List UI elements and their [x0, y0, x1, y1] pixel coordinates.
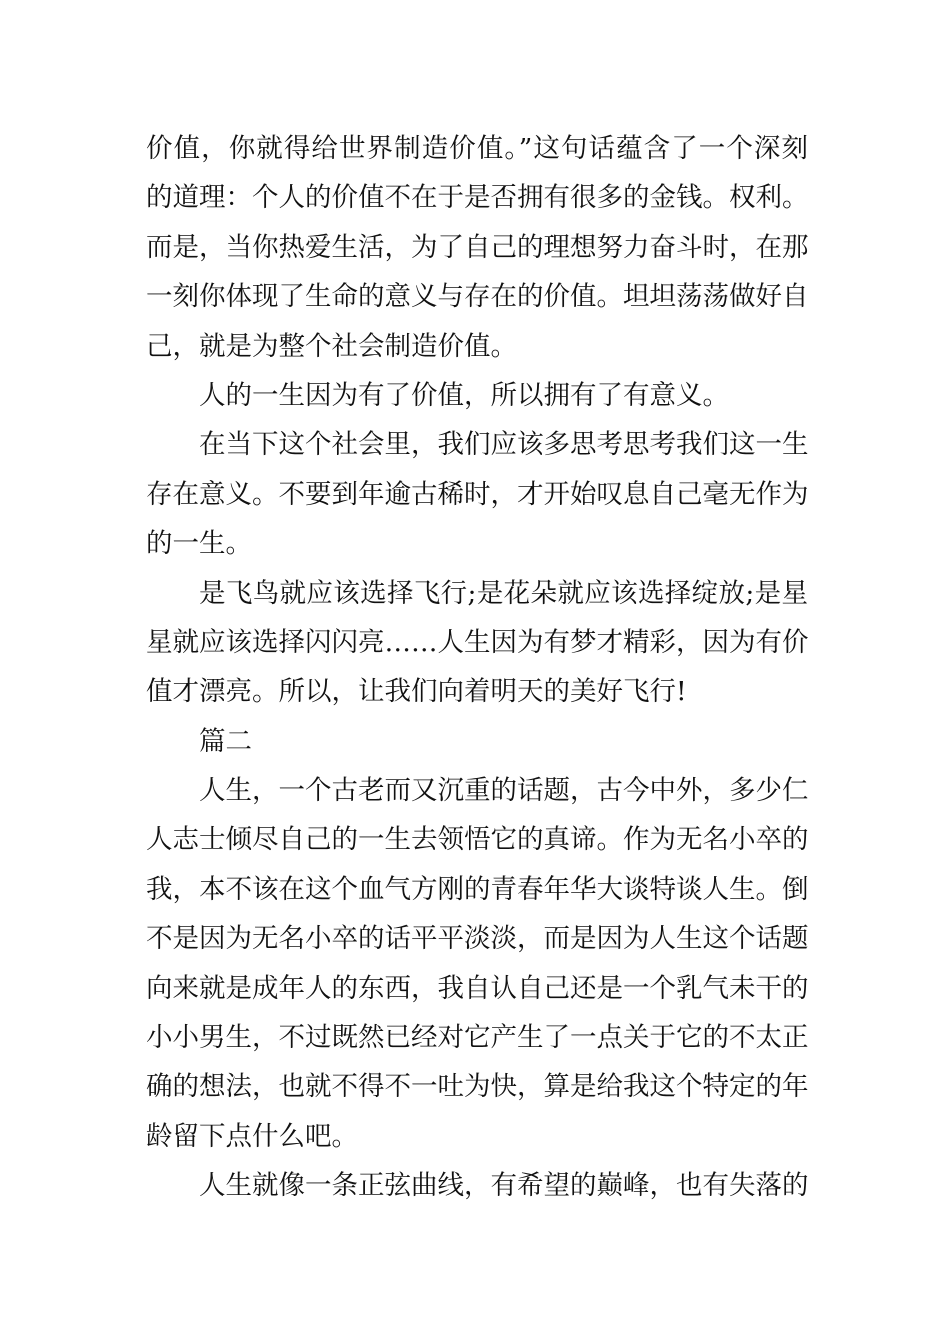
text-line: 我，本不该在这个血气方刚的青春年华大谈特谈人生。倒: [146, 873, 809, 905]
paragraph-first-line: 人生就像一条正弦曲线，有希望的巅峰，也有失落的: [199, 1170, 809, 1202]
text-line: 而是，当你热爱生活，为了自己的理想努力奋斗时，在那: [146, 231, 809, 263]
text-line: 人志士倾尽自己的一生去领悟它的真谛。作为无名小卒的: [146, 824, 809, 856]
body-text: [146, 124, 808, 1211]
text-line: 值才漂亮。所以，让我们向着明天的美好飞行!: [146, 676, 687, 708]
text-line: 星就应该选择闪闪亮……人生因为有梦才精彩，因为有价: [146, 626, 809, 658]
text-line: 价值，你就得给世界制造价值。”这句话蕴含了一个深刻: [146, 133, 808, 164]
paragraph-first-line: 篇二: [199, 725, 252, 757]
text-line: 不是因为无名小卒的话平平淡淡，而是因为人生这个话题: [146, 923, 809, 955]
text-line: 的道理：个人的价值不在于是否拥有很多的金钱。权利。: [146, 182, 809, 214]
paragraph-first-line: 在当下这个社会里，我们应该多思考思考我们这一生: [199, 429, 809, 461]
text-line: 龄留下点什么吧。: [146, 1120, 358, 1152]
paragraph-first-line: 人的一生因为有了价值，所以拥有了有意义。: [199, 379, 729, 411]
text-line: 一刻你体现了生命的意义与存在的价值。坦坦荡荡做好自: [146, 281, 809, 313]
text-line: 确的想法，也就不得不一吐为快，算是给我这个特定的年: [146, 1071, 809, 1103]
text-line: 己，就是为整个社会制造价值。: [146, 330, 517, 362]
paragraph-first-line: 是飞鸟就应该选择飞行;是花朵就应该选择绽放;是星: [199, 577, 808, 609]
text-line: 的一生。: [146, 528, 252, 560]
paragraph-first-line: 人生，一个古老而又沉重的话题，古今中外，多少仁: [199, 775, 809, 807]
text-line: 小小男生，不过既然已经对它产生了一点关于它的不太正: [146, 1022, 809, 1054]
text-line: 向来就是成年人的东西，我自认自己还是一个乳气未干的: [146, 972, 809, 1004]
text-line: 存在意义。不要到年逾古稀时，才开始叹息自己毫无作为: [146, 478, 809, 510]
